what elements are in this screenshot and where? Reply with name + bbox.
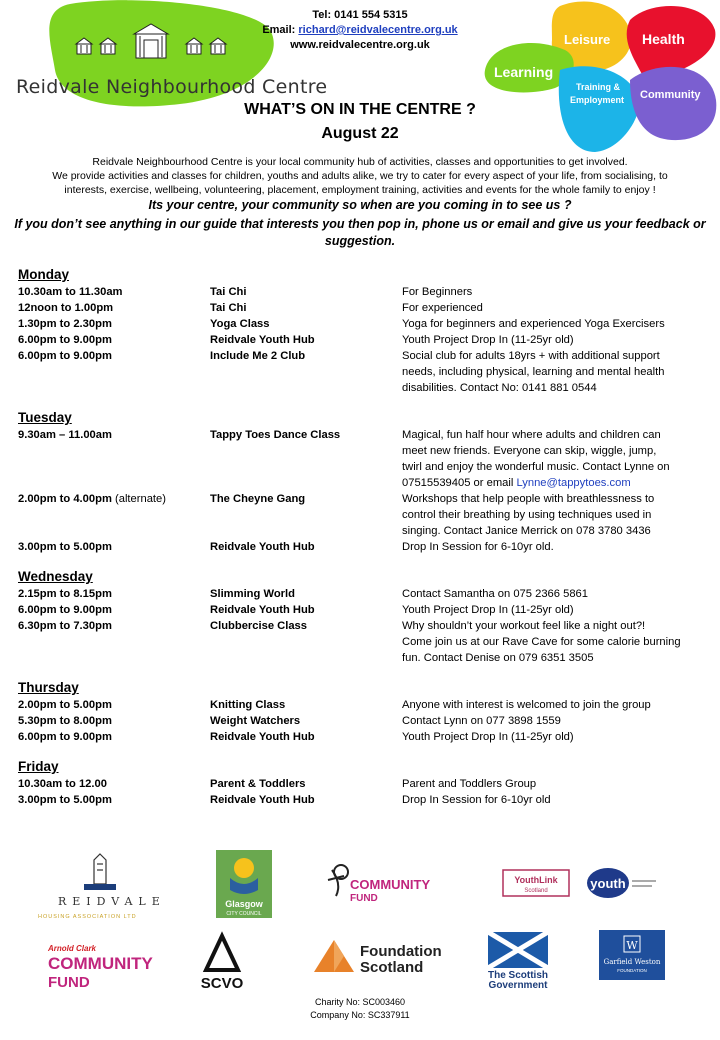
youthlink-text: YouthLink <box>514 875 558 885</box>
description: Youth Project Drop In (11-25yr old) <box>402 334 574 346</box>
description-line: needs, including physical, learning and mental health <box>402 366 665 378</box>
community-fund-logo <box>328 865 430 904</box>
youth-logo-text: youth <box>590 876 626 891</box>
registration-info <box>260 996 460 1022</box>
description-text: 07515539405 or email <box>402 477 517 489</box>
month-line: August 22 <box>321 125 399 142</box>
foundation-text-1: Foundation <box>360 943 442 960</box>
description-line: disabilities. Contact No: 0141 881 0544 <box>402 382 597 394</box>
schedule-row <box>18 586 708 602</box>
activity: Parent & Toddlers <box>210 778 306 790</box>
email-line <box>230 23 490 38</box>
ac-community-text: COMMUNITY <box>48 954 153 973</box>
description: Youth Project Drop In (11-25yr old) <box>402 604 574 616</box>
community-fund-text-2: FUND <box>350 893 378 904</box>
activity: Tai Chi <box>210 302 247 314</box>
scot-gov-text-1: The Scottish <box>487 970 549 981</box>
arnold-clark-community-fund-logo <box>47 944 153 991</box>
description: Youth Project Drop In (11-25yr old) <box>402 731 574 743</box>
description: For Beginners <box>402 286 473 298</box>
day-heading-tuesday: Tuesday <box>18 410 72 425</box>
time: 5.30pm to 8.00pm <box>18 715 112 727</box>
description <box>402 618 698 666</box>
schedule-row <box>18 792 708 808</box>
description-line: singing. Contact Janice Merrick on 078 3780 3436 <box>402 525 651 537</box>
leisure-label: Leisure <box>564 32 611 47</box>
description <box>402 427 698 491</box>
intro-line-2: We provide activities and classes for children, youths and adults alike, we try to cater for every aspect of your life, from socialising, to <box>52 170 668 182</box>
title-line: WHAT’S ON IN THE CENTRE ? <box>244 101 476 118</box>
telephone: Tel: 0141 554 5315 <box>312 9 408 21</box>
time: 3.00pm to 5.00pm <box>18 541 112 553</box>
description-line: twirl and enjoy the wonderful music. Contact Lynne on <box>402 461 670 473</box>
activity: Yoga Class <box>210 318 270 330</box>
glasgow-city-council-logo <box>216 850 272 918</box>
time: 10.30am to 11.30am <box>18 286 123 298</box>
activity: Clubbercise Class <box>210 620 308 632</box>
scvo-logo <box>201 936 244 992</box>
ac-fund-text: FUND <box>48 974 90 991</box>
schedule-row <box>18 602 708 618</box>
schedule-row <box>18 776 708 792</box>
tagline-2: If you don’t see anything in our guide that interests you then pop in, phone us or email and give us your feedback or suggestion. <box>14 217 706 248</box>
community-label: Community <box>640 89 701 101</box>
tower-icon <box>84 854 116 890</box>
day-heading-wednesday: Wednesday <box>18 569 93 584</box>
day-heading-monday: Monday <box>18 267 70 282</box>
time: 6.00pm to 9.00pm <box>18 350 112 362</box>
reidvale-logo-subtext: HOUSING ASSOCIATION LTD <box>38 914 137 920</box>
schedule-row <box>18 697 708 713</box>
activity: Reidvale Youth Hub <box>210 334 315 346</box>
description: For experienced <box>402 302 483 314</box>
description: Contact Samantha on 075 2366 5861 <box>402 588 588 600</box>
reidvale-housing-logo <box>38 854 166 920</box>
activity: Reidvale Youth Hub <box>210 794 315 806</box>
website[interactable]: www.reidvalecentre.org.uk <box>290 39 430 51</box>
activity: Tai Chi <box>210 286 247 298</box>
time: 3.00pm to 5.00pm <box>18 794 112 806</box>
time: 1.30pm to 2.30pm <box>18 318 112 330</box>
activity: Slimming World <box>210 588 295 600</box>
time: 6.00pm to 9.00pm <box>18 334 112 346</box>
description: Contact Lynn on 077 3898 1559 <box>402 715 561 727</box>
training-label: Training & <box>576 82 621 92</box>
training-bubble <box>559 66 640 152</box>
scottish-government-logo <box>488 932 548 991</box>
email-link-tappytoes[interactable]: Lynne@tappytoes.com <box>516 477 631 489</box>
day-heading-thursday: Thursday <box>18 680 79 695</box>
garfield-weston-logo <box>599 930 665 980</box>
time-note: (alternate) <box>115 493 166 505</box>
schedule-row <box>18 539 708 555</box>
description: Parent and Toddlers Group <box>402 778 537 790</box>
description: Drop In Session for 6-10yr old. <box>402 541 554 553</box>
description: Yoga for beginners and experienced Yoga Exercisers <box>402 318 665 330</box>
time: 12noon to 1.00pm <box>18 302 114 314</box>
sponsor-logos <box>0 840 720 995</box>
activity: Knitting Class <box>210 699 286 711</box>
intro-text <box>10 155 710 197</box>
time: 6.00pm to 9.00pm <box>18 604 112 616</box>
schedule-row <box>18 618 708 666</box>
intro-line-3: interests, exercise, wellbeing, volunteering, placement, employment training, activities and events for the whole family to enjoy ! <box>64 184 656 196</box>
time: 6.30pm to 7.30pm <box>18 620 112 632</box>
email-label: Email: <box>262 24 296 36</box>
description-line: Come join us at our Rave Cave for some calorie burning <box>402 636 681 648</box>
description: Drop In Session for 6-10yr old <box>402 794 551 806</box>
youthlink-scotland-logo <box>503 870 569 896</box>
activity: Reidvale Youth Hub <box>210 731 315 743</box>
description-line: Magical, fun half hour where adults and children can <box>402 429 661 441</box>
youth-logo <box>587 868 656 898</box>
email-link[interactable]: richard@reidvalecentre.org.uk <box>298 24 458 36</box>
description <box>402 491 698 539</box>
description-line: Social club for adults 18yrs + with additional support <box>402 350 660 362</box>
description-line: Workshops that help people with breathlessness to <box>402 493 655 505</box>
activity: Weight Watchers <box>210 715 301 727</box>
time: 10.30am to 12.00 <box>18 778 107 790</box>
activity: Reidvale Youth Hub <box>210 604 315 616</box>
activity: Tappy Toes Dance Class <box>210 429 341 441</box>
activity: Reidvale Youth Hub <box>210 541 315 553</box>
schedule-row <box>18 713 708 729</box>
health-label: Health <box>642 31 685 47</box>
description-line: fun. Contact Denise on 079 6351 3505 <box>402 652 594 664</box>
time <box>18 491 210 539</box>
glasgow-logo-text: Glasgow <box>225 899 263 909</box>
community-fund-text-1: COMMUNITY <box>350 877 431 892</box>
page-title <box>180 98 540 146</box>
activity: Include Me 2 Club <box>210 350 306 362</box>
employment-label: Employment <box>570 95 625 105</box>
time: 2.00pm to 5.00pm <box>18 699 112 711</box>
foundation-scotland-logo <box>314 940 442 976</box>
garfield-text-1: Garfield Weston <box>603 958 661 966</box>
contact-block <box>230 8 490 53</box>
lottery-hand-icon <box>328 865 348 896</box>
garfield-w-text: W <box>626 939 638 952</box>
time: 6.00pm to 9.00pm <box>18 731 112 743</box>
time: 2.15pm to 8.15pm <box>18 588 112 600</box>
scvo-text: SCVO <box>200 975 244 992</box>
tagline-1: Its your centre, your community so when are you coming in to see us ? <box>148 198 572 212</box>
reidvale-logo-text: REIDVALE <box>58 895 166 908</box>
schedule-row <box>18 316 708 332</box>
intro-line-1: Reidvale Neighbourhood Centre is your local community hub of activities, classes and opportunities to get involved. <box>92 156 628 168</box>
description-line: control their breathing by using techniques used in <box>402 509 652 521</box>
description: Anyone with interest is welcomed to join the group <box>402 699 651 711</box>
schedule-row <box>18 491 708 539</box>
time: 9.30am – 11.00am <box>18 429 112 441</box>
schedule-row <box>18 284 708 300</box>
description-line: meet new friends. Everyone can skip, wiggle, jump, <box>402 445 657 457</box>
description-line <box>402 475 698 491</box>
day-heading-friday: Friday <box>18 759 59 774</box>
schedule-row <box>18 300 708 316</box>
description-line: Why shouldn’t your workout feel like a night out?! <box>402 620 646 632</box>
time-text: 2.00pm to 4.00pm <box>18 493 112 505</box>
schedule-row <box>18 729 708 745</box>
schedule-row <box>18 348 708 396</box>
youthlink-subtext: Scotland <box>524 888 548 894</box>
foundation-text-2: Scotland <box>360 959 424 976</box>
activity: The Cheyne Gang <box>210 493 306 505</box>
scot-gov-text-2: Government <box>488 980 548 991</box>
description <box>402 348 698 396</box>
schedule-row <box>18 427 708 491</box>
schedule <box>18 266 708 808</box>
charity-number: Charity No: SC003460 <box>314 997 406 1007</box>
company-number: Company No: SC337911 <box>310 1010 410 1020</box>
centre-name: Reidvale Neighbourhood Centre <box>16 76 328 98</box>
learning-label: Learning <box>494 64 554 80</box>
schedule-row <box>18 332 708 348</box>
community-bubble <box>630 67 716 140</box>
arnold-clark-text: Arnold Clark <box>48 944 97 953</box>
glasgow-logo-subtext: CITY COUNCIL <box>226 911 262 917</box>
garfield-text-2: FOUNDATION <box>617 968 647 973</box>
